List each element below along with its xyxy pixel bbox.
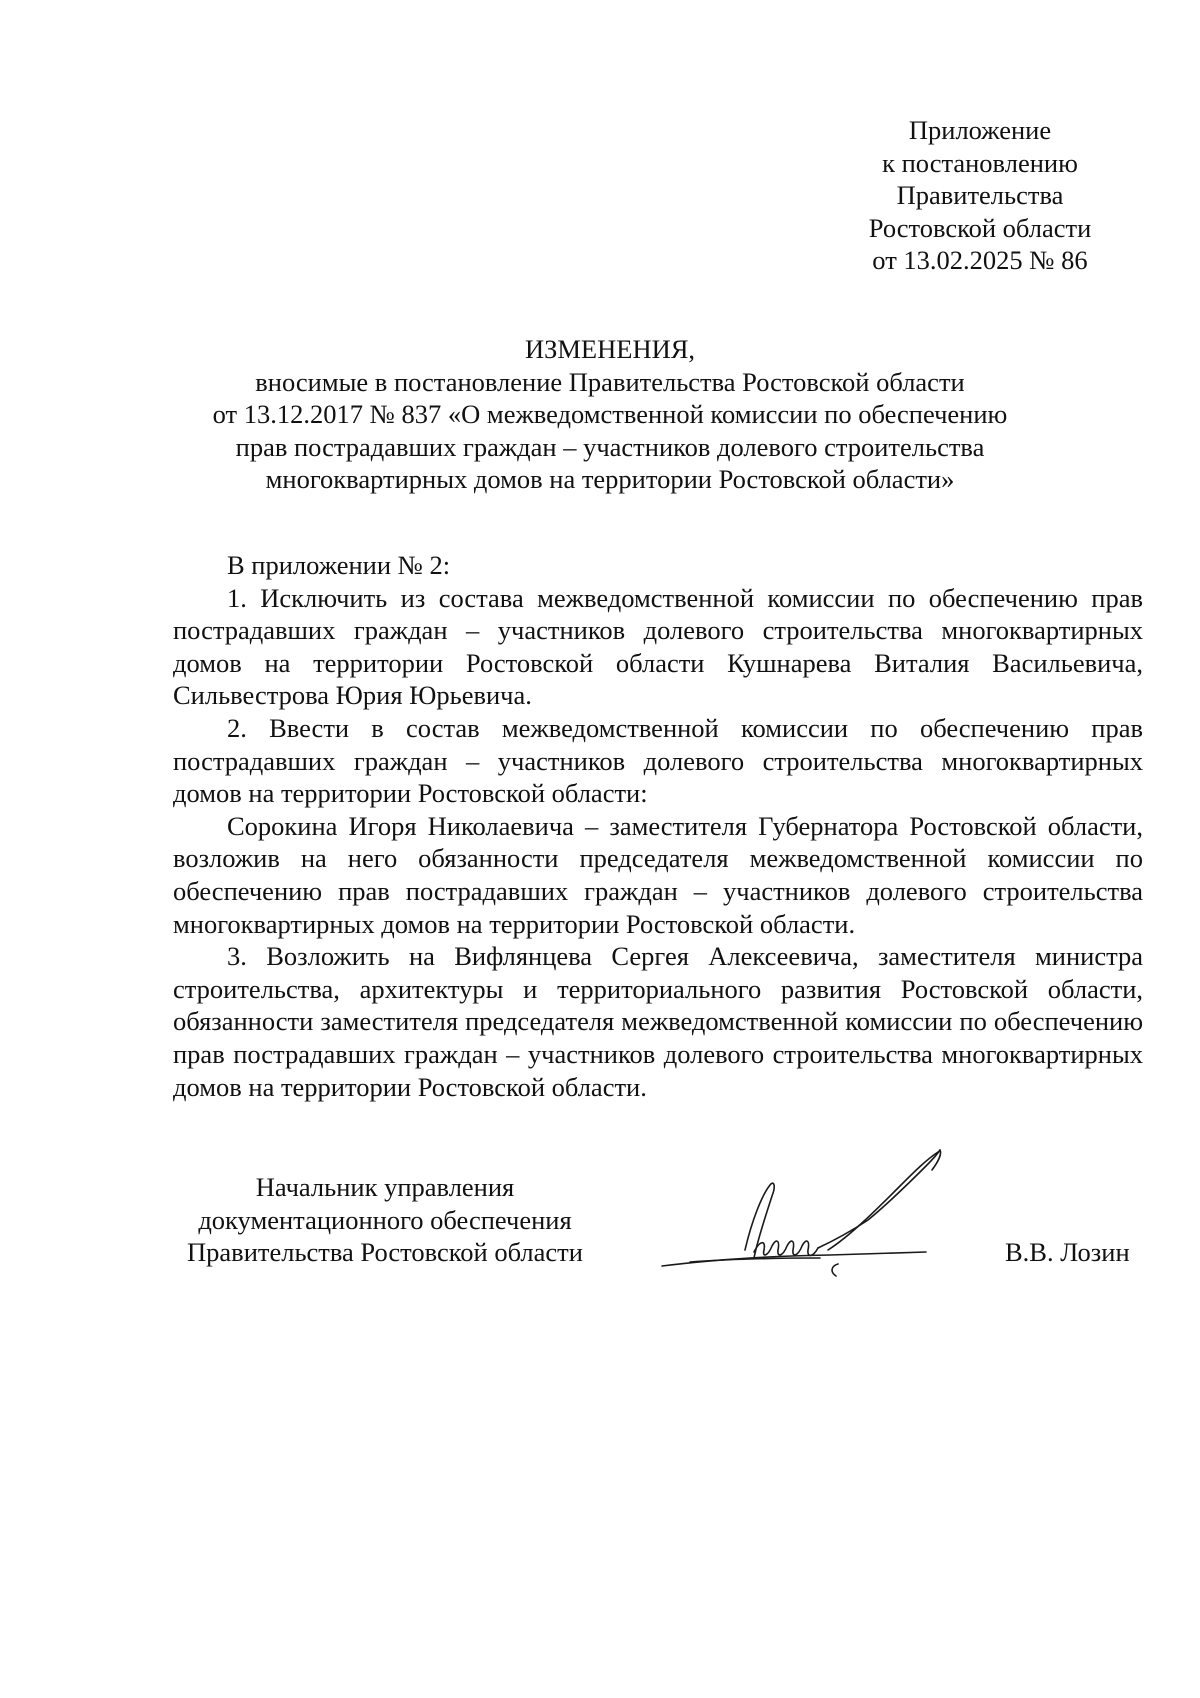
appendix-header bbox=[840, 114, 1120, 277]
document-body bbox=[173, 549, 1143, 1103]
body-paragraph-3: 3. Возложить на Вифлянцева Сергея Алексеевича, заместителя министра строительства, архитектуры и территориального развития Ростовской области, обязанности заместителя председателя межведомственной комиссии по обеспечению прав пострадавших граждан – участников долевого строительства многоквартирных домов на территории Ростовской области. bbox=[173, 941, 1143, 1102]
appendix-line: Ростовской области bbox=[868, 212, 1092, 243]
appendix-date-number: от 13.02.2025 № 86 bbox=[872, 245, 1088, 275]
appendix-line: Правительства bbox=[896, 180, 1064, 210]
heading-line: прав пострадавших граждан – участников долевого строительства bbox=[235, 431, 985, 462]
signatory-position-line: Правительства Ростовской области bbox=[187, 1237, 583, 1267]
handwritten-signature bbox=[650, 1140, 980, 1280]
body-paragraph-2: 2. Ввести в состав межведомственной комиссии по обеспечению прав пострадавших граждан – участников долевого строительства многоквартирных домов на территории Ростовской области: bbox=[173, 712, 1143, 809]
body-intro: В приложении № 2: bbox=[227, 550, 451, 580]
document-heading bbox=[170, 333, 1050, 496]
heading-line: многоквартирных домов на территории Ростовской области» bbox=[265, 464, 955, 494]
body-paragraph-1: 1. Исключить из состава межведомственной комиссии по обеспечению прав пострадавших граждан – участников долевого строительства многоквартирных домов на территории Ростовской области Кушнарева Виталия Васильевича, Сильвестрова Юрия Юрьевича. bbox=[173, 582, 1143, 711]
signatory-position-line: Начальник управления bbox=[255, 1172, 515, 1202]
signatory-position-line: документационного обеспечения bbox=[198, 1204, 572, 1235]
heading-line: от 13.12.2017 № 837 «О межведомственной комиссии по обеспечению bbox=[212, 399, 1008, 429]
appendix-line: к постановлению bbox=[882, 147, 1078, 178]
body-paragraph-2-person: Сорокина Игоря Николаевича – заместителя Губернатора Ростовской области, возложив на него обязанности председателя межведомственной комиссии по обеспечению прав пострадавших граждан – участников долевого строительства многоквартирных домов на территории Ростовской области. bbox=[173, 810, 1143, 939]
heading-title: ИЗМЕНЕНИЯ, bbox=[524, 334, 696, 364]
appendix-line: Приложение bbox=[908, 115, 1052, 145]
signatory-name: В.В. Лозин bbox=[1005, 1237, 1130, 1267]
heading-line: вносимые в постановление Правительства Ростовской области bbox=[255, 366, 965, 397]
signatory-position bbox=[170, 1171, 600, 1269]
